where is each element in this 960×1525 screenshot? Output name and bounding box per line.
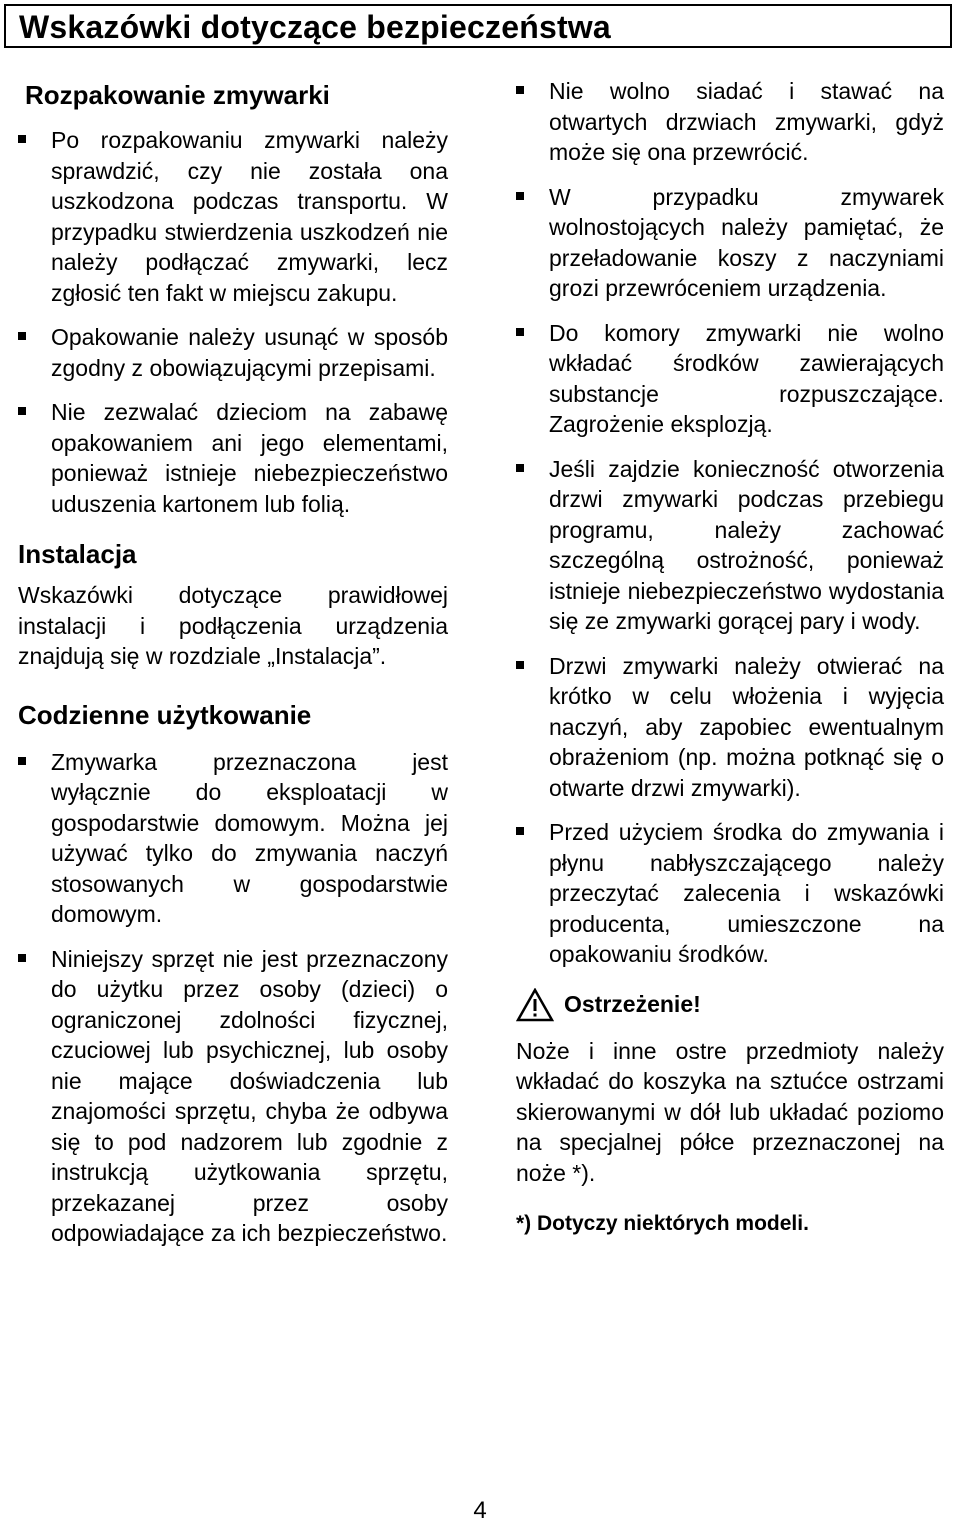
page-number: 4: [473, 1497, 487, 1524]
unpacking-item: Nie zezwalać dzieciom na zabawę opakowaniem ani jego elementami, ponieważ istnieje niebezpieczeństwo uduszenia kartonem lub folią.: [18, 397, 448, 519]
safety-item: Przed użyciem środka do zmywania i płynu nabłyszczającego należy przeczytać zalecenia i wskazówki producenta, umieszczone na opakowaniu środków.: [516, 817, 944, 970]
unpacking-item: Po rozpakowaniu zmywarki należy sprawdzić, czy nie została ona uszkodzona podczas transportu. W przypadku stwierdzenia uszkodzeń nie należy podłączać zmywarki, lecz zgłosić ten fakt w miejscu zakupu.: [18, 125, 448, 308]
warning-text: Noże i inne ostre przedmioty należy wkładać do koszyka na sztućce ostrzami skierowanymi w dół lub układać poziomo na specjalnej półce przeznaczonej na noże *).: [516, 1037, 944, 1186]
right-column: [516, 76, 944, 1236]
page-title-box: [4, 4, 952, 48]
safety-item: Nie wolno siadać i stawać na otwartych drzwiach zmywarki, gdyż może się ona przewrócić.: [516, 76, 944, 168]
unpacking-item: Opakowanie należy usunąć w sposób zgodny z obowiązującymi przepisami.: [18, 322, 448, 383]
page-title: Wskazówki dotyczące bezpieczeństwa: [19, 9, 611, 45]
footnote: *) Dotyczy niektórych modeli.: [516, 1212, 809, 1235]
warning-header: [516, 988, 944, 1022]
safety-item: W przypadku zmywarek wolnostojących należy pamiętać, że przeładowanie koszy z naczyniami grozi przewróceniem urządzenia.: [516, 182, 944, 304]
daily-use-item: Zmywarka przeznaczona jest wyłącznie do eksploatacji w gospodarstwie domowym. Można jej używać tylko do zmywania naczyń stosowanych w gospodarstwie domowym.: [18, 747, 448, 930]
installation-text: Wskazówki dotyczące prawidłowej instalacji i podłączenia urządzenia znajdują się w rozdziale „Instalacja”.: [18, 582, 448, 669]
safety-item: Do komory zmywarki nie wolno wkładać środków zawierających substancje rozpuszczające. Zagrożenie eksplozją.: [516, 318, 944, 440]
warning-heading: Ostrzeżenie!: [564, 991, 701, 1017]
daily-use-heading: Codzienne użytkowanie: [18, 699, 312, 730]
left-column: [18, 76, 448, 1263]
installation-heading: Instalacja: [18, 539, 137, 569]
unpacking-heading: Rozpakowanie zmywarki: [25, 80, 330, 110]
daily-use-item: Niniejszy sprzęt nie jest przeznaczony do użytku przez osoby (dzieci) o ograniczonej zdolności fizycznej, czuciowej lub psychicznej, lub osoby nie mające doświadczenia lub znajomości sprzętu, chyba że odbywa się to pod nadzorem lub zgodnie z instrukcją użytkowania sprzętu, przekazanej przez osoby odpowiadające za ich bezpieczeństwo.: [18, 944, 448, 1249]
safety-item: Jeśli zajdzie konieczność otworzenia drzwi zmywarki podczas przebiegu programu, należy zachować szczególną ostrożność, ponieważ istnieje niebezpieczeństwo wydostania się ze zmywarki gorącej pary i wody.: [516, 454, 944, 637]
safety-item: Drzwi zmywarki należy otwierać na krótko w celu włożenia i wyjęcia naczyń, aby zapobiec ewentualnym obrażeniom (np. można potknąć się o otwarte drzwi zmywarki).: [516, 651, 944, 804]
warning-triangle-icon: [516, 988, 554, 1022]
